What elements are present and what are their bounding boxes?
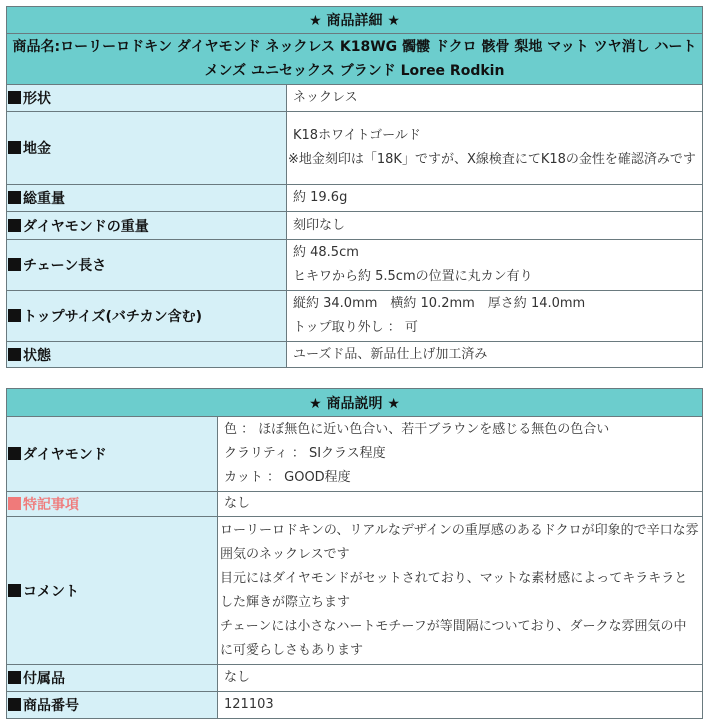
row-chain-length [7, 240, 703, 291]
label-top-size: トップサイズ(バチカン含む) [23, 309, 202, 325]
value-product-number: 121103 [224, 697, 274, 712]
value-chain-length: 約 48.5cm [293, 245, 359, 260]
row-comment [7, 517, 703, 665]
value-condition: ユーズド品、新品仕上げ加工済み [293, 346, 488, 362]
row-diamond [7, 417, 703, 492]
row-product-number [7, 692, 703, 719]
row-top-size [7, 291, 703, 342]
label-total-weight: 総重量 [23, 191, 65, 207]
value-comment-1: ローリーロドキンの、リアルなデザインの重厚感のあるドクロが印象的で辛口な雰囲気のネックレスです [220, 522, 699, 562]
label-diamond-weight: ダイヤモンドの重量 [23, 218, 149, 235]
square-bullet-icon [8, 447, 21, 460]
value-diamond-cut: カット ： GOOD程度 [224, 470, 351, 485]
value-shape: ネックレス [293, 90, 358, 105]
square-bullet-icon [8, 258, 21, 271]
value-total-weight: 約 19.6g [293, 190, 348, 205]
row-diamond-weight [7, 212, 703, 240]
value-accessories: なし [224, 670, 251, 685]
square-bullet-icon [8, 309, 21, 322]
value-comment-2: 目元にはダイヤモンドがセットされており、マットな素材感によってキラキラとした輝きが際立ちます [220, 570, 688, 610]
square-bullet-icon [8, 497, 21, 510]
product-name: 商品名:ローリーロドキン ダイヤモンド ネックレス K18WG 髑髏 ドクロ 骸骨 梨地 マット ツヤ消し ハート メンズ ユニセックス ブランド Loree Rodkin [7, 34, 703, 85]
square-bullet-icon [8, 91, 21, 104]
label-accessories: 付属品 [23, 671, 65, 687]
square-bullet-icon [8, 191, 21, 204]
description-header: ★ 商品説明 ★ [7, 389, 703, 417]
value-chain-note: ヒキワから約 5.5cmの位置に丸カン有り [293, 269, 533, 284]
value-metal: K18ホワイトゴールド [293, 128, 421, 143]
label-chain-length: チェーン長さ [23, 258, 107, 274]
details-header: ★ 商品詳細 ★ [7, 7, 703, 34]
square-bullet-icon [8, 584, 21, 597]
square-bullet-icon [8, 348, 21, 361]
value-diamond-clarity: クラリティ ： SIクラス程度 [224, 446, 386, 461]
row-total-weight [7, 185, 703, 212]
value-metal-note: ※地金刻印は「18K」ですが、X線検査にてK18の金性を確認済みです [288, 152, 696, 167]
label-shape: 形状 [23, 91, 51, 107]
value-special-notes: なし [224, 496, 251, 511]
square-bullet-icon [8, 141, 21, 154]
square-bullet-icon [8, 698, 21, 711]
label-metal: 地金 [23, 141, 51, 157]
product-description-table [6, 388, 703, 719]
row-special-notes [7, 492, 703, 517]
label-product-number: 商品番号 [23, 698, 79, 714]
value-comment-3: チェーンには小さなハートモチーフが等間隔についており、ダークな雰囲気の中に可愛らしさもあります [220, 618, 687, 658]
row-metal [7, 112, 703, 185]
label-comment: コメント [23, 583, 79, 600]
label-diamond: ダイヤモンド [23, 447, 107, 463]
label-special-notes: 特記事項 [23, 497, 79, 513]
value-top-size: 縦約 34.0mm 横約 10.2mm 厚さ約 14.0mm [293, 296, 586, 311]
label-condition: 状態 [23, 347, 51, 364]
square-bullet-icon [8, 671, 21, 684]
value-diamond-weight: 刻印なし [293, 217, 346, 233]
row-shape [7, 85, 703, 112]
row-condition [7, 342, 703, 368]
value-diamond-color: 色 ： ほぼ無色に近い色合い、若干ブラウンを感じる無色の色合い [224, 422, 610, 437]
product-details-table [6, 6, 703, 368]
value-top-removable: トップ取り外し ： 可 [293, 320, 418, 335]
row-accessories [7, 665, 703, 692]
square-bullet-icon [8, 219, 21, 232]
